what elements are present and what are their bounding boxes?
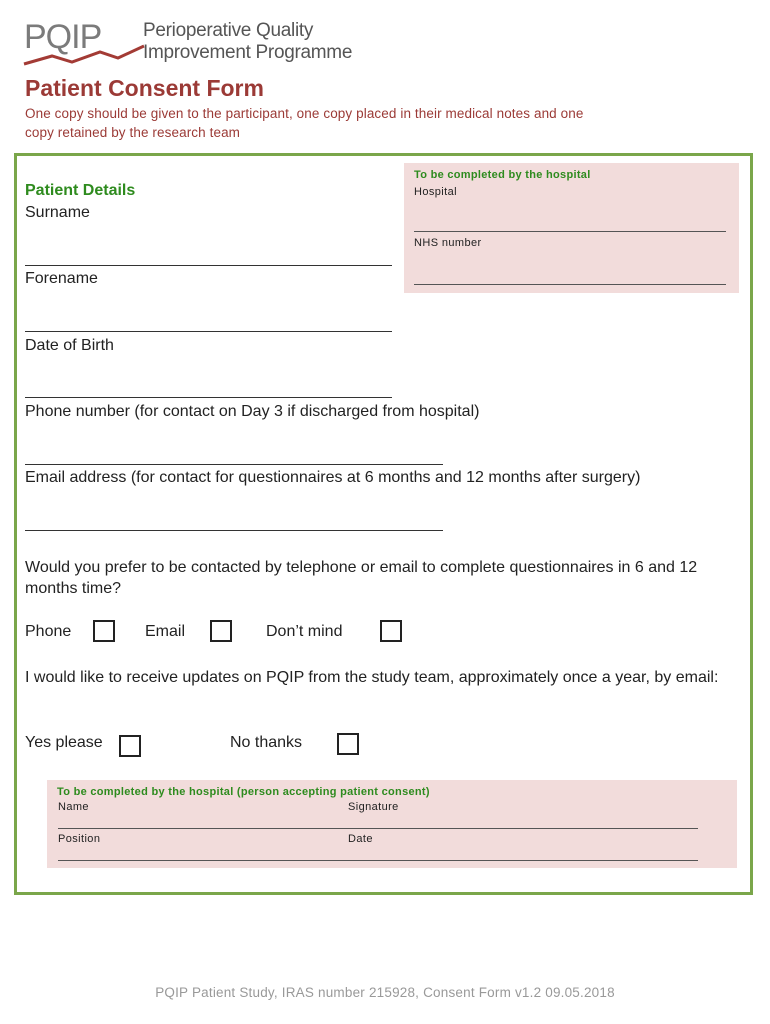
hospital-label: Hospital (414, 186, 457, 198)
name-signature-field[interactable] (58, 828, 698, 829)
hospital-box (404, 163, 739, 293)
phone-field[interactable] (25, 464, 443, 465)
page-subtitle: One copy should be given to the participant, one copy placed in their medical notes and one copy retained by the research team (25, 106, 584, 140)
email-field[interactable] (25, 530, 443, 531)
option-email-label: Email (145, 623, 186, 640)
position-label: Position (58, 833, 101, 845)
forename-field[interactable] (25, 331, 392, 332)
surname-field[interactable] (25, 265, 392, 266)
option-phone-label: Phone (25, 623, 72, 640)
consent-box-header: To be completed by the hospital (person accepting patient consent) (57, 786, 430, 798)
contact-preference-question: Would you prefer to be contacted by telephone or email to complete questionnaires in 6 and 12 months time? (25, 559, 698, 597)
logo-line-1: Perioperative Quality (143, 20, 314, 41)
page-title: Patient Consent Form (25, 75, 264, 101)
yes-please-checkbox[interactable] (119, 735, 141, 757)
nhs-number-field[interactable] (414, 284, 726, 285)
pqip-logo (22, 16, 352, 74)
logo-line-2: Improvement Programme (143, 42, 353, 63)
name-label: Name (58, 801, 89, 813)
option-yes-label: Yes please (25, 734, 103, 751)
no-thanks-checkbox[interactable] (337, 733, 359, 755)
signature-label: Signature (348, 801, 399, 813)
logo-acronym: PQIP (24, 18, 102, 56)
surname-label: Surname (25, 204, 90, 221)
email-checkbox[interactable] (210, 620, 232, 642)
dob-field[interactable] (25, 397, 392, 398)
page-footer: PQIP Patient Study, IRAS number 215928, Consent Form v1.2 09.05.2018 (155, 985, 615, 1000)
patient-details-title: Patient Details (25, 182, 136, 199)
phone-label: Phone number (for contact on Day 3 if discharged from hospital) (25, 403, 480, 420)
email-label: Email address (for contact for questionnaires at 6 months and 12 months after surgery) (25, 469, 641, 486)
pqip-logo-mark (22, 16, 147, 74)
date-label: Date (348, 833, 373, 845)
option-dont-mind-label: Don’t mind (266, 623, 343, 640)
dont-mind-checkbox[interactable] (380, 620, 402, 642)
option-no-label: No thanks (230, 734, 303, 751)
position-date-field[interactable] (58, 860, 698, 861)
hospital-box-header: To be completed by the hospital (414, 169, 591, 181)
consent-box (47, 780, 737, 868)
forename-label: Forename (25, 270, 98, 287)
hospital-field[interactable] (414, 231, 726, 232)
dob-label: Date of Birth (25, 337, 114, 354)
logo-wordmark (143, 20, 352, 64)
updates-question: I would like to receive updates on PQIP from the study team, approximately once a year, by email: (25, 669, 719, 686)
phone-checkbox[interactable] (93, 620, 115, 642)
nhs-number-label: NHS number (414, 237, 482, 249)
